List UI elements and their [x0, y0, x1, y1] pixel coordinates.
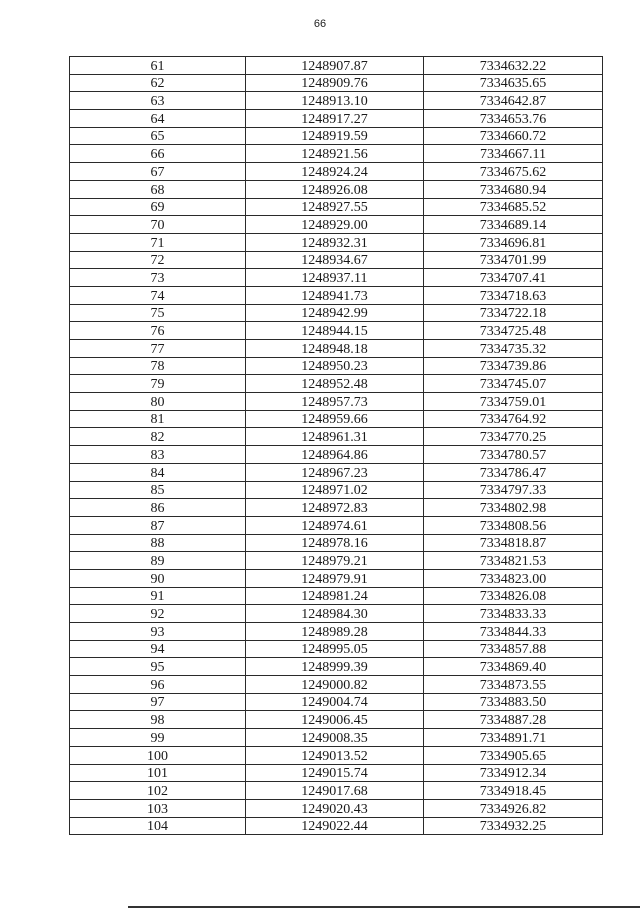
- table-row: [70, 463, 603, 481]
- x-coordinate-cell: 1248924.24: [246, 163, 424, 181]
- point-number-cell: 64: [70, 110, 246, 128]
- table-row: [70, 410, 603, 428]
- point-number-cell: 87: [70, 516, 246, 534]
- x-coordinate-cell: 1248907.87: [246, 57, 424, 75]
- table-row: [70, 286, 603, 304]
- coordinates-table-body: [70, 57, 603, 835]
- point-number-cell: 66: [70, 145, 246, 163]
- point-number-cell: 83: [70, 446, 246, 464]
- y-coordinate-cell: 7334912.34: [424, 764, 603, 782]
- y-coordinate-cell: 7334685.52: [424, 198, 603, 216]
- y-coordinate-cell: 7334632.22: [424, 57, 603, 75]
- y-coordinate-cell: 7334918.45: [424, 782, 603, 800]
- x-coordinate-cell: 1248961.31: [246, 428, 424, 446]
- y-coordinate-cell: 7334735.32: [424, 340, 603, 358]
- point-number-cell: 73: [70, 269, 246, 287]
- x-coordinate-cell: 1248952.48: [246, 375, 424, 393]
- table-row: [70, 746, 603, 764]
- point-number-cell: 61: [70, 57, 246, 75]
- point-number-cell: 63: [70, 92, 246, 110]
- x-coordinate-cell: 1249020.43: [246, 799, 424, 817]
- page-number: 66: [313, 18, 327, 30]
- y-coordinate-cell: 7334905.65: [424, 746, 603, 764]
- table-row: [70, 605, 603, 623]
- table-row: [70, 269, 603, 287]
- point-number-cell: 98: [70, 711, 246, 729]
- x-coordinate-cell: 1248937.11: [246, 269, 424, 287]
- point-number-cell: 65: [70, 127, 246, 145]
- table-row: [70, 251, 603, 269]
- point-number-cell: 70: [70, 216, 246, 234]
- table-row: [70, 711, 603, 729]
- table-row: [70, 640, 603, 658]
- y-coordinate-cell: 7334707.41: [424, 269, 603, 287]
- table-row: [70, 623, 603, 641]
- y-coordinate-cell: 7334802.98: [424, 499, 603, 517]
- y-coordinate-cell: 7334823.00: [424, 569, 603, 587]
- x-coordinate-cell: 1248989.28: [246, 623, 424, 641]
- table-row: [70, 304, 603, 322]
- x-coordinate-cell: 1248913.10: [246, 92, 424, 110]
- y-coordinate-cell: 7334780.57: [424, 446, 603, 464]
- x-coordinate-cell: 1248999.39: [246, 658, 424, 676]
- x-coordinate-cell: 1248944.15: [246, 322, 424, 340]
- point-number-cell: 79: [70, 375, 246, 393]
- point-number-cell: 102: [70, 782, 246, 800]
- table-row: [70, 817, 603, 835]
- x-coordinate-cell: 1249015.74: [246, 764, 424, 782]
- y-coordinate-cell: 7334818.87: [424, 534, 603, 552]
- table-row: [70, 198, 603, 216]
- x-coordinate-cell: 1249022.44: [246, 817, 424, 835]
- point-number-cell: 99: [70, 729, 246, 747]
- x-coordinate-cell: 1248950.23: [246, 357, 424, 375]
- x-coordinate-cell: 1248981.24: [246, 587, 424, 605]
- x-coordinate-cell: 1248934.67: [246, 251, 424, 269]
- point-number-cell: 76: [70, 322, 246, 340]
- y-coordinate-cell: 7334759.01: [424, 393, 603, 411]
- x-coordinate-cell: 1248959.66: [246, 410, 424, 428]
- x-coordinate-cell: 1249017.68: [246, 782, 424, 800]
- x-coordinate-cell: 1249006.45: [246, 711, 424, 729]
- y-coordinate-cell: 7334696.81: [424, 233, 603, 251]
- table-row: [70, 322, 603, 340]
- point-number-cell: 95: [70, 658, 246, 676]
- point-number-cell: 104: [70, 817, 246, 835]
- y-coordinate-cell: 7334764.92: [424, 410, 603, 428]
- point-number-cell: 86: [70, 499, 246, 517]
- y-coordinate-cell: 7334689.14: [424, 216, 603, 234]
- y-coordinate-cell: 7334718.63: [424, 286, 603, 304]
- y-coordinate-cell: 7334680.94: [424, 180, 603, 198]
- x-coordinate-cell: 1248921.56: [246, 145, 424, 163]
- point-number-cell: 96: [70, 676, 246, 694]
- y-coordinate-cell: 7334660.72: [424, 127, 603, 145]
- point-number-cell: 88: [70, 534, 246, 552]
- y-coordinate-cell: 7334635.65: [424, 74, 603, 92]
- x-coordinate-cell: 1248974.61: [246, 516, 424, 534]
- y-coordinate-cell: 7334869.40: [424, 658, 603, 676]
- y-coordinate-cell: 7334873.55: [424, 676, 603, 694]
- y-coordinate-cell: 7334857.88: [424, 640, 603, 658]
- x-coordinate-cell: 1248948.18: [246, 340, 424, 358]
- x-coordinate-cell: 1248941.73: [246, 286, 424, 304]
- y-coordinate-cell: 7334739.86: [424, 357, 603, 375]
- table-row: [70, 764, 603, 782]
- table-row: [70, 676, 603, 694]
- x-coordinate-cell: 1249000.82: [246, 676, 424, 694]
- point-number-cell: 72: [70, 251, 246, 269]
- y-coordinate-cell: 7334887.28: [424, 711, 603, 729]
- table-row: [70, 357, 603, 375]
- point-number-cell: 101: [70, 764, 246, 782]
- table-row: [70, 180, 603, 198]
- point-number-cell: 80: [70, 393, 246, 411]
- y-coordinate-cell: 7334932.25: [424, 817, 603, 835]
- point-number-cell: 100: [70, 746, 246, 764]
- table-row: [70, 163, 603, 181]
- y-coordinate-cell: 7334926.82: [424, 799, 603, 817]
- table-row: [70, 233, 603, 251]
- table-row: [70, 375, 603, 393]
- y-coordinate-cell: 7334653.76: [424, 110, 603, 128]
- table-row: [70, 74, 603, 92]
- y-coordinate-cell: 7334891.71: [424, 729, 603, 747]
- table-row: [70, 57, 603, 75]
- point-number-cell: 67: [70, 163, 246, 181]
- y-coordinate-cell: 7334770.25: [424, 428, 603, 446]
- y-coordinate-cell: 7334821.53: [424, 552, 603, 570]
- x-coordinate-cell: 1248909.76: [246, 74, 424, 92]
- y-coordinate-cell: 7334675.62: [424, 163, 603, 181]
- point-number-cell: 78: [70, 357, 246, 375]
- y-coordinate-cell: 7334667.11: [424, 145, 603, 163]
- point-number-cell: 84: [70, 463, 246, 481]
- table-row: [70, 569, 603, 587]
- point-number-cell: 90: [70, 569, 246, 587]
- x-coordinate-cell: 1249013.52: [246, 746, 424, 764]
- point-number-cell: 89: [70, 552, 246, 570]
- table-row: [70, 658, 603, 676]
- point-number-cell: 93: [70, 623, 246, 641]
- point-number-cell: 97: [70, 693, 246, 711]
- x-coordinate-cell: 1248978.16: [246, 534, 424, 552]
- y-coordinate-cell: 7334833.33: [424, 605, 603, 623]
- table-row: [70, 92, 603, 110]
- y-coordinate-cell: 7334883.50: [424, 693, 603, 711]
- table-row: [70, 693, 603, 711]
- y-coordinate-cell: 7334722.18: [424, 304, 603, 322]
- table-row: [70, 110, 603, 128]
- y-coordinate-cell: 7334808.56: [424, 516, 603, 534]
- table-row: [70, 516, 603, 534]
- point-number-cell: 68: [70, 180, 246, 198]
- x-coordinate-cell: 1248972.83: [246, 499, 424, 517]
- point-number-cell: 85: [70, 481, 246, 499]
- y-coordinate-cell: 7334786.47: [424, 463, 603, 481]
- x-coordinate-cell: 1249008.35: [246, 729, 424, 747]
- x-coordinate-cell: 1248927.55: [246, 198, 424, 216]
- point-number-cell: 74: [70, 286, 246, 304]
- table-row: [70, 799, 603, 817]
- point-number-cell: 69: [70, 198, 246, 216]
- x-coordinate-cell: 1248932.31: [246, 233, 424, 251]
- y-coordinate-cell: 7334701.99: [424, 251, 603, 269]
- x-coordinate-cell: 1248919.59: [246, 127, 424, 145]
- x-coordinate-cell: 1248957.73: [246, 393, 424, 411]
- point-number-cell: 92: [70, 605, 246, 623]
- table-row: [70, 729, 603, 747]
- point-number-cell: 75: [70, 304, 246, 322]
- x-coordinate-cell: 1248995.05: [246, 640, 424, 658]
- point-number-cell: 91: [70, 587, 246, 605]
- x-coordinate-cell: 1249004.74: [246, 693, 424, 711]
- table-row: [70, 499, 603, 517]
- table-row: [70, 782, 603, 800]
- point-number-cell: 82: [70, 428, 246, 446]
- x-coordinate-cell: 1248979.91: [246, 569, 424, 587]
- y-coordinate-cell: 7334725.48: [424, 322, 603, 340]
- x-coordinate-cell: 1248926.08: [246, 180, 424, 198]
- x-coordinate-cell: 1248917.27: [246, 110, 424, 128]
- coordinates-table: [69, 56, 603, 835]
- y-coordinate-cell: 7334826.08: [424, 587, 603, 605]
- y-coordinate-cell: 7334844.33: [424, 623, 603, 641]
- footer-divider: [128, 906, 640, 908]
- x-coordinate-cell: 1248979.21: [246, 552, 424, 570]
- table-row: [70, 534, 603, 552]
- point-number-cell: 81: [70, 410, 246, 428]
- x-coordinate-cell: 1248967.23: [246, 463, 424, 481]
- table-row: [70, 446, 603, 464]
- table-row: [70, 145, 603, 163]
- x-coordinate-cell: 1248929.00: [246, 216, 424, 234]
- table-row: [70, 481, 603, 499]
- y-coordinate-cell: 7334642.87: [424, 92, 603, 110]
- table-row: [70, 428, 603, 446]
- point-number-cell: 62: [70, 74, 246, 92]
- table-row: [70, 393, 603, 411]
- point-number-cell: 94: [70, 640, 246, 658]
- table-row: [70, 552, 603, 570]
- point-number-cell: 77: [70, 340, 246, 358]
- table-row: [70, 216, 603, 234]
- table-row: [70, 340, 603, 358]
- y-coordinate-cell: 7334745.07: [424, 375, 603, 393]
- point-number-cell: 71: [70, 233, 246, 251]
- x-coordinate-cell: 1248964.86: [246, 446, 424, 464]
- point-number-cell: 103: [70, 799, 246, 817]
- x-coordinate-cell: 1248942.99: [246, 304, 424, 322]
- y-coordinate-cell: 7334797.33: [424, 481, 603, 499]
- x-coordinate-cell: 1248984.30: [246, 605, 424, 623]
- table-row: [70, 587, 603, 605]
- x-coordinate-cell: 1248971.02: [246, 481, 424, 499]
- table-row: [70, 127, 603, 145]
